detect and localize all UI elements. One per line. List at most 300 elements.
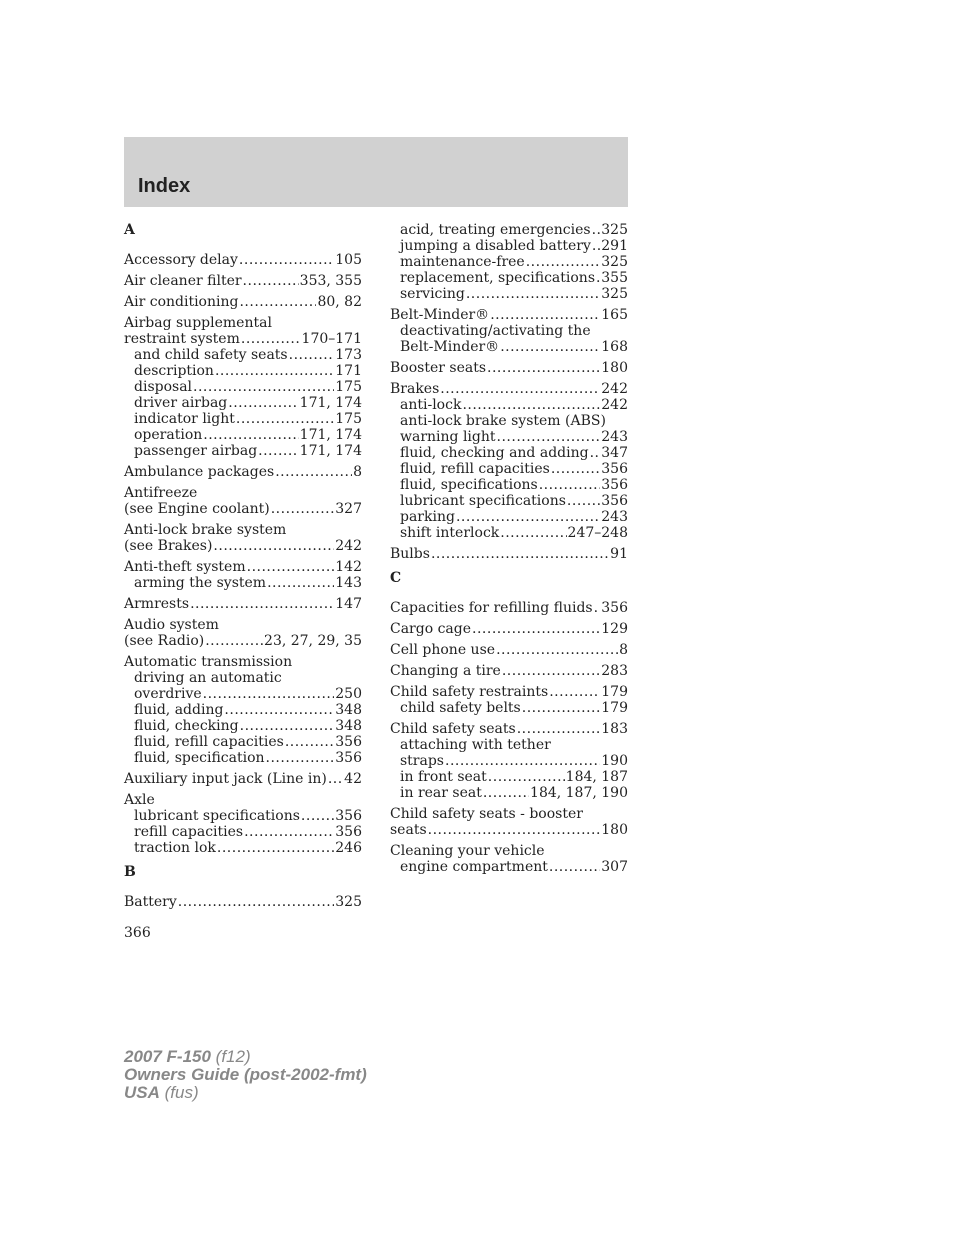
index-entry xyxy=(390,721,628,801)
page-reference: 171 xyxy=(335,363,362,379)
entry-term: jumping a disabled battery xyxy=(400,238,591,254)
index-entry xyxy=(390,600,628,616)
index-entry-line xyxy=(124,654,362,670)
page-reference: 348 xyxy=(335,702,362,718)
index-entry xyxy=(124,617,362,649)
index-subentry-line xyxy=(124,670,362,686)
index-subentry-line xyxy=(124,840,362,856)
entry-term: Armrests xyxy=(124,596,190,612)
dot-leader xyxy=(522,700,601,716)
page-reference: 184, 187, 190 xyxy=(530,785,628,801)
index-subentry-line xyxy=(390,753,628,769)
index-subentry-line xyxy=(124,750,362,766)
page-reference: 179 xyxy=(601,700,628,716)
index-entry xyxy=(124,771,362,787)
page-reference: 356 xyxy=(335,824,362,840)
entry-term: Bulbs xyxy=(390,546,430,562)
entry-term: in rear seat xyxy=(400,785,482,801)
dot-leader xyxy=(289,347,335,363)
page-reference: 179 xyxy=(601,684,628,700)
entry-term: fluid, checking xyxy=(134,718,239,734)
entry-term: fluid, checking and adding xyxy=(400,445,589,461)
page-reference: 170–171 xyxy=(301,331,362,347)
index-entry-line xyxy=(390,806,628,822)
page-reference: 175 xyxy=(335,411,362,427)
index-subentry-line xyxy=(124,347,362,363)
entry-term: Air cleaner filter xyxy=(124,273,242,289)
section-letter: A xyxy=(124,222,135,238)
entry-term: (see Radio) xyxy=(124,633,205,649)
page-reference: 168 xyxy=(601,339,628,355)
index-subentry-line xyxy=(124,686,362,702)
page-reference: 325 xyxy=(601,286,628,302)
index-entry-line xyxy=(124,559,362,575)
index-entry-line xyxy=(390,546,628,562)
entry-term: fluid, specifications xyxy=(400,477,538,493)
entry-term: traction lok xyxy=(134,840,216,856)
page-reference: 356 xyxy=(601,600,628,616)
page-reference: 356 xyxy=(335,750,362,766)
entry-term: fluid, refill capacities xyxy=(400,461,550,477)
entry-term: seats xyxy=(390,822,427,838)
entry-term: arming the system xyxy=(134,575,267,591)
entry-term: fluid, refill capacities xyxy=(134,734,284,750)
entry-term: Child safety seats xyxy=(390,721,516,737)
dot-leader xyxy=(483,785,529,801)
page-reference: 175 xyxy=(335,379,362,395)
entry-term: Axle xyxy=(124,792,155,808)
index-subentry-line xyxy=(390,238,628,254)
dot-leader xyxy=(224,702,334,718)
dot-leader xyxy=(203,686,335,702)
dot-leader xyxy=(526,254,601,270)
index-subentry-line xyxy=(390,509,628,525)
entry-term: Belt-Minder® xyxy=(400,339,500,355)
entry-term: fluid, specification xyxy=(134,750,265,766)
dot-leader xyxy=(517,721,601,737)
page-reference: 347 xyxy=(601,445,628,461)
dot-leader xyxy=(178,894,334,910)
index-entry-line xyxy=(390,642,628,658)
index-subentry-line xyxy=(390,737,628,753)
page-reference: 129 xyxy=(601,621,628,637)
page-reference: 353, 355 xyxy=(299,273,362,289)
entry-term: Child safety seats - booster xyxy=(390,806,583,822)
entry-term: Auxiliary input jack (Line in) xyxy=(124,771,327,787)
dot-leader xyxy=(500,525,566,541)
index-entry-line xyxy=(124,464,362,480)
index-entry xyxy=(390,663,628,679)
index-entry xyxy=(124,315,362,459)
index-subentry-line xyxy=(390,323,628,339)
index-entry xyxy=(390,621,628,637)
dot-leader xyxy=(592,222,601,238)
entry-term: Cell phone use xyxy=(390,642,496,658)
dot-leader xyxy=(596,270,600,286)
page-reference: 147 xyxy=(335,596,362,612)
index-entry xyxy=(124,654,362,766)
header-band xyxy=(124,137,628,207)
index-entry-line xyxy=(124,501,362,517)
index-subentry-line xyxy=(390,413,628,429)
page-reference: 143 xyxy=(335,575,362,591)
page-reference: 283 xyxy=(601,663,628,679)
entry-term: warning light xyxy=(400,429,496,445)
section-letter: C xyxy=(390,570,402,586)
dot-leader xyxy=(258,443,299,459)
page-reference: 242 xyxy=(601,397,628,413)
index-entry-line xyxy=(124,273,362,289)
entry-term: maintenance-free xyxy=(400,254,525,270)
entry-term: Changing a tire xyxy=(390,663,501,679)
dot-leader xyxy=(236,411,334,427)
index-subentry-line xyxy=(390,270,628,286)
section-letter: B xyxy=(124,864,136,880)
index-subentry-line xyxy=(124,395,362,411)
index-subentry-line xyxy=(390,859,628,875)
page-reference: 325 xyxy=(601,254,628,270)
index-subentry-line xyxy=(124,824,362,840)
page-reference: 356 xyxy=(601,461,628,477)
dot-leader xyxy=(241,331,301,347)
dot-leader xyxy=(549,684,600,700)
index-subentry-line xyxy=(390,254,628,270)
entry-term: anti-lock brake system (ABS) xyxy=(400,413,606,429)
index-entry-line xyxy=(390,822,628,838)
entry-term: in front seat xyxy=(400,769,487,785)
page-reference: 325 xyxy=(601,222,628,238)
page-title: Index xyxy=(138,175,191,197)
entry-term: Cleaning your vehicle xyxy=(390,843,545,859)
dot-leader xyxy=(267,575,334,591)
dot-leader xyxy=(490,307,600,323)
index-entry-line xyxy=(390,307,628,323)
index-subentry-line xyxy=(390,286,628,302)
entry-term: Cargo cage xyxy=(390,621,472,637)
index-subentry-line xyxy=(390,785,628,801)
index-subentry-line xyxy=(124,702,362,718)
page-reference: 171, 174 xyxy=(299,427,362,443)
entry-term: (see Brakes) xyxy=(124,538,213,554)
index-subentry-line xyxy=(124,379,362,395)
index-entry-line xyxy=(124,894,362,910)
dot-leader xyxy=(594,600,601,616)
index-entry-line xyxy=(124,522,362,538)
entry-term: parking xyxy=(400,509,455,525)
page-reference: 291 xyxy=(601,238,628,254)
index-entry-line xyxy=(124,792,362,808)
page-reference: 325 xyxy=(335,894,362,910)
index-subentry-line xyxy=(390,339,628,355)
index-subentry-line xyxy=(124,734,362,750)
dot-leader xyxy=(215,363,334,379)
index-subentry-line xyxy=(390,222,628,238)
index-entry xyxy=(390,222,628,302)
page-reference: 242 xyxy=(335,538,362,554)
dot-leader xyxy=(328,771,343,787)
entry-term: lubricant specifications xyxy=(400,493,566,509)
entry-term: overdrive xyxy=(134,686,202,702)
dot-leader xyxy=(500,339,600,355)
entry-term: engine compartment xyxy=(400,859,548,875)
dot-leader xyxy=(539,477,601,493)
index-subentry-line xyxy=(390,493,628,509)
page-reference: 246 xyxy=(335,840,362,856)
page-reference: 307 xyxy=(601,859,628,875)
entry-term: driver airbag xyxy=(134,395,228,411)
index-entry xyxy=(124,464,362,480)
entry-term: Airbag supplemental xyxy=(124,315,272,331)
entry-term: replacement, specifications xyxy=(400,270,596,286)
index-entry xyxy=(124,273,362,289)
dot-leader xyxy=(592,238,600,254)
dot-leader xyxy=(285,734,334,750)
entry-term: straps xyxy=(400,753,444,769)
page-reference: 171, 174 xyxy=(299,443,362,459)
entry-term: Antifreeze xyxy=(124,485,198,501)
entry-term: operation xyxy=(134,427,203,443)
entry-term: Child safety restraints xyxy=(390,684,549,700)
dot-leader xyxy=(243,273,299,289)
page-reference: 184, 187 xyxy=(565,769,628,785)
index-column-left xyxy=(124,222,362,915)
index-entry-line xyxy=(390,721,628,737)
dot-leader xyxy=(462,397,600,413)
dot-leader xyxy=(301,808,334,824)
page-reference: 80, 82 xyxy=(317,294,362,310)
dot-leader xyxy=(239,294,316,310)
page-reference: 42 xyxy=(344,771,362,787)
page-reference: 23, 27, 29, 35 xyxy=(264,633,362,649)
index-entry xyxy=(124,252,362,268)
page-reference: 327 xyxy=(335,501,362,517)
entry-term: description xyxy=(134,363,214,379)
entry-term: anti-lock xyxy=(400,397,462,413)
page-reference: 247–248 xyxy=(567,525,628,541)
index-entry-line xyxy=(124,252,362,268)
dot-leader xyxy=(240,718,335,734)
index-subentry-line xyxy=(124,363,362,379)
entry-term: Booster seats xyxy=(390,360,487,376)
index-subentry-line xyxy=(124,575,362,591)
index-entry xyxy=(124,894,362,910)
entry-term: Audio system xyxy=(124,617,219,633)
dot-leader xyxy=(193,379,334,395)
index-subentry-line xyxy=(124,427,362,443)
dot-leader xyxy=(456,509,600,525)
entry-term: Anti-theft system xyxy=(124,559,246,575)
page-reference: 8 xyxy=(353,464,362,480)
entry-term: lubricant specifications xyxy=(134,808,300,824)
entry-term: Belt-Minder® xyxy=(390,307,490,323)
dot-leader xyxy=(213,538,334,554)
entry-term: shift interlock xyxy=(400,525,500,541)
index-entry-line xyxy=(390,684,628,700)
dot-leader xyxy=(440,381,600,397)
page-reference: 91 xyxy=(610,546,628,562)
page-reference: 356 xyxy=(335,734,362,750)
page-reference: 243 xyxy=(601,509,628,525)
index-entry xyxy=(124,485,362,517)
index-entry xyxy=(390,546,628,562)
dot-leader xyxy=(497,429,601,445)
entry-term: fluid, adding xyxy=(134,702,224,718)
index-entry xyxy=(124,596,362,612)
index-entry-line xyxy=(124,485,362,501)
dot-leader xyxy=(496,642,618,658)
footer-line-3 xyxy=(124,1084,367,1102)
entry-term: servicing xyxy=(400,286,465,302)
page-reference: 105 xyxy=(335,252,362,268)
entry-term: Air conditioning xyxy=(124,294,239,310)
entry-term: and child safety seats xyxy=(134,347,288,363)
entry-term: disposal xyxy=(134,379,193,395)
index-subentry-line xyxy=(124,808,362,824)
index-entry xyxy=(390,381,628,541)
entry-term: (see Engine coolant) xyxy=(124,501,270,517)
index-entry-line xyxy=(390,663,628,679)
page-reference: 250 xyxy=(335,686,362,702)
index-subentry-line xyxy=(390,769,628,785)
index-entry-line xyxy=(390,600,628,616)
index-entry-line xyxy=(124,294,362,310)
entry-term: passenger airbag xyxy=(134,443,258,459)
dot-leader xyxy=(488,769,565,785)
dot-leader xyxy=(217,840,334,856)
dot-leader xyxy=(203,427,298,443)
entry-term: indicator light xyxy=(134,411,235,427)
entry-term: Brakes xyxy=(390,381,440,397)
page-reference: 356 xyxy=(601,477,628,493)
index-entry-line xyxy=(124,331,362,347)
footer-model: 2007 F-150 xyxy=(124,1047,211,1066)
page-reference: 242 xyxy=(601,381,628,397)
page-reference: 180 xyxy=(601,822,628,838)
index-entry xyxy=(390,843,628,875)
entry-term: child safety belts xyxy=(400,700,521,716)
dot-leader xyxy=(487,360,600,376)
index-entry xyxy=(124,294,362,310)
index-entry-line xyxy=(390,621,628,637)
entry-term: deactivating/activating the xyxy=(400,323,591,339)
page-reference: 171, 174 xyxy=(299,395,362,411)
page-reference: 356 xyxy=(335,808,362,824)
page-reference: 348 xyxy=(335,718,362,734)
entry-term: restraint system xyxy=(124,331,240,347)
index-entry xyxy=(390,806,628,838)
dot-leader xyxy=(271,501,335,517)
dot-leader xyxy=(428,822,601,838)
index-entry xyxy=(390,684,628,716)
index-entry xyxy=(124,522,362,554)
dot-leader xyxy=(590,445,601,461)
index-entry-line xyxy=(124,771,362,787)
page-reference: 142 xyxy=(335,559,362,575)
index-subentry-line xyxy=(390,461,628,477)
index-subentry-line xyxy=(124,411,362,427)
index-entry xyxy=(390,642,628,658)
footer-model-code: (f12) xyxy=(210,1047,251,1066)
document-footer xyxy=(124,1048,367,1102)
entry-term: Battery xyxy=(124,894,177,910)
index-subentry-line xyxy=(390,397,628,413)
dot-leader xyxy=(228,395,298,411)
dot-leader xyxy=(549,859,600,875)
footer-guide: Owners Guide (post-2002-fmt) xyxy=(124,1065,367,1084)
dot-leader xyxy=(205,633,263,649)
entry-term: acid, treating emergencies xyxy=(400,222,591,238)
index-subentry-line xyxy=(124,443,362,459)
entry-term: refill capacities xyxy=(134,824,244,840)
index-subentry-line xyxy=(124,718,362,734)
dot-leader xyxy=(466,286,600,302)
index-column-right xyxy=(390,222,628,880)
index-subentry-line xyxy=(390,525,628,541)
index-entry xyxy=(124,792,362,856)
index-subentry-line xyxy=(390,445,628,461)
entry-term: Ambulance packages xyxy=(124,464,275,480)
entry-term: Automatic transmission xyxy=(124,654,293,670)
dot-leader xyxy=(551,461,600,477)
index-subentry-line xyxy=(390,700,628,716)
index-entry-line xyxy=(124,538,362,554)
page-reference: 165 xyxy=(601,307,628,323)
entry-term: Anti-lock brake system xyxy=(124,522,287,538)
page-reference: 243 xyxy=(601,429,628,445)
entry-term: Accessory delay xyxy=(124,252,238,268)
dot-leader xyxy=(472,621,600,637)
index-entry-line xyxy=(124,315,362,331)
dot-leader xyxy=(266,750,335,766)
index-entry-line xyxy=(124,596,362,612)
page-reference: 173 xyxy=(335,347,362,363)
dot-leader xyxy=(431,546,609,562)
entry-term: Capacities for refilling fluids xyxy=(390,600,593,616)
footer-line-1 xyxy=(124,1048,367,1066)
page-reference: 8 xyxy=(619,642,628,658)
index-entry-line xyxy=(390,360,628,376)
dot-leader xyxy=(244,824,334,840)
page-reference: 355 xyxy=(601,270,628,286)
page-reference: 180 xyxy=(601,360,628,376)
index-subentry-line xyxy=(390,429,628,445)
index-entry-line xyxy=(124,617,362,633)
footer-line-2 xyxy=(124,1066,367,1084)
dot-leader xyxy=(247,559,335,575)
page-reference: 356 xyxy=(601,493,628,509)
footer-market-code: (fus) xyxy=(159,1083,199,1102)
dot-leader xyxy=(445,753,600,769)
index-entry xyxy=(124,559,362,591)
dot-leader xyxy=(275,464,352,480)
page-reference: 183 xyxy=(601,721,628,737)
index-entry xyxy=(390,360,628,376)
index-entry-line xyxy=(124,633,362,649)
dot-leader xyxy=(502,663,600,679)
index-subentry-line xyxy=(390,477,628,493)
dot-leader xyxy=(567,493,600,509)
index-entry-line xyxy=(390,843,628,859)
page-reference: 190 xyxy=(601,753,628,769)
page-number: 366 xyxy=(124,925,151,941)
footer-market: USA xyxy=(124,1083,160,1102)
entry-term: driving an automatic xyxy=(134,670,282,686)
index-entry-line xyxy=(390,381,628,397)
dot-leader xyxy=(239,252,334,268)
dot-leader xyxy=(190,596,334,612)
entry-term: attaching with tether xyxy=(400,737,551,753)
index-entry xyxy=(390,307,628,355)
